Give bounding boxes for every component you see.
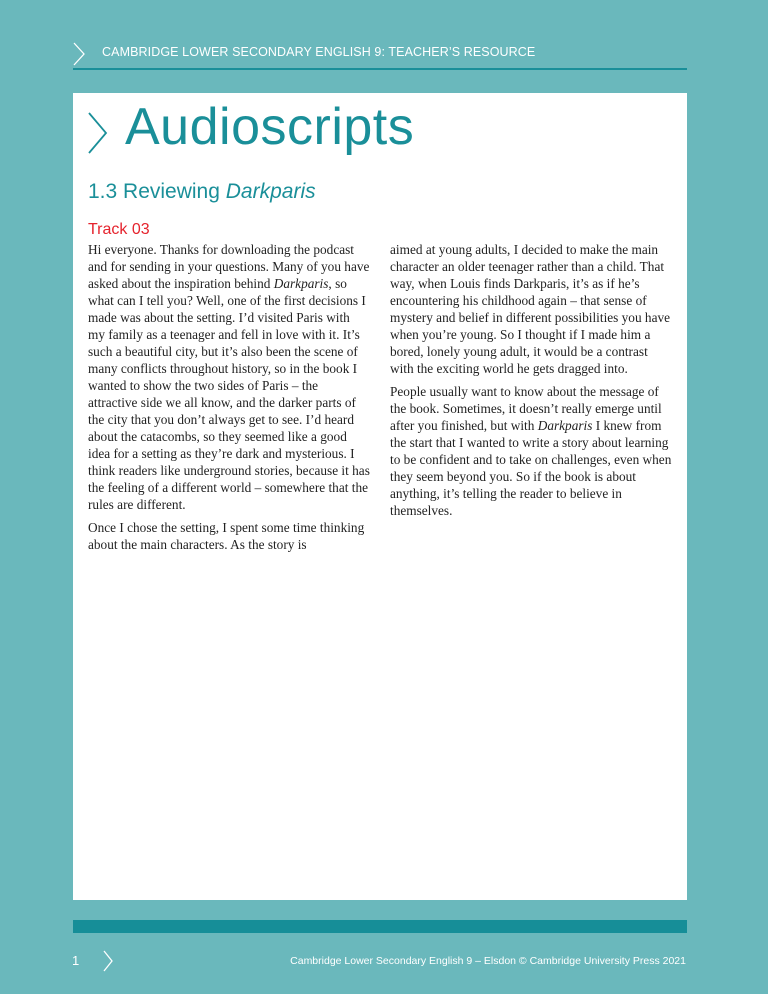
paragraph: People usually want to know about the message of the book. Sometimes, it doesn’t really emerge until after you finished, but with Darkparis I knew from the start that I wanted to write a story about learning to be confident and to take on challenges, even when they seem beyond you. So if the book is about anything, it’s telling the reader to believe in themselves. (390, 384, 672, 518)
chevron-right-icon (102, 950, 114, 972)
page-number: 1 (72, 953, 80, 968)
left-column (88, 241, 370, 559)
content-panel (73, 93, 687, 900)
track-heading: Track 03 (88, 221, 150, 238)
footer-copyright: Cambridge Lower Secondary English 9 – Elsdon © Cambridge University Press 2021 (290, 955, 686, 967)
chevron-right-icon (72, 42, 86, 66)
right-column (390, 241, 672, 525)
section-book-title: Darkparis (225, 180, 316, 203)
paragraph: aimed at young adults, I decided to make the main character an older teenager rather than a child. That way, when Louis finds Darkparis, it’s as if he’s encountering his childhood again – that sense of mystery and belief in different possibilities you have when you’re young. So I thought if I made him a bored, lonely young adult, it would be a contrast with the exciting world he gets dragged into. (390, 242, 671, 376)
paragraph: Once I chose the setting, I spent some time thinking about the main characters. As the story is (88, 520, 365, 552)
footer-bar (73, 920, 687, 933)
section-heading (88, 180, 316, 204)
header-title: CAMBRIDGE LOWER SECONDARY ENGLISH 9: TEACHER’S RESOURCE (102, 45, 536, 59)
header-divider (73, 68, 687, 70)
paragraph: Hi everyone. Thanks for downloading the podcast and for sending in your questions. Many of you have asked about the inspiration behind Darkparis, so what can I tell you? Well, one of the first decisions I made was about the setting. I’d visited Paris with my family as a teenager and fell in love with it. It’s such a beautiful city, but it’s also been the scene of many conflicts throughout history, so in the book I wanted to show the two sides of Paris – the attractive side we all know, and the darker parts of the city that you don’t always get to see. I’d heard about the catacombs, so they seemed like a good idea for a setting as they’re dark and mysterious. I think readers like underground stories, because it has the feeling of a different world – somewhere that the rules are different. (88, 242, 370, 512)
chevron-right-icon (87, 111, 109, 155)
page-title: Audioscripts (125, 98, 415, 156)
section-prefix: 1.3 Reviewing (88, 180, 226, 203)
